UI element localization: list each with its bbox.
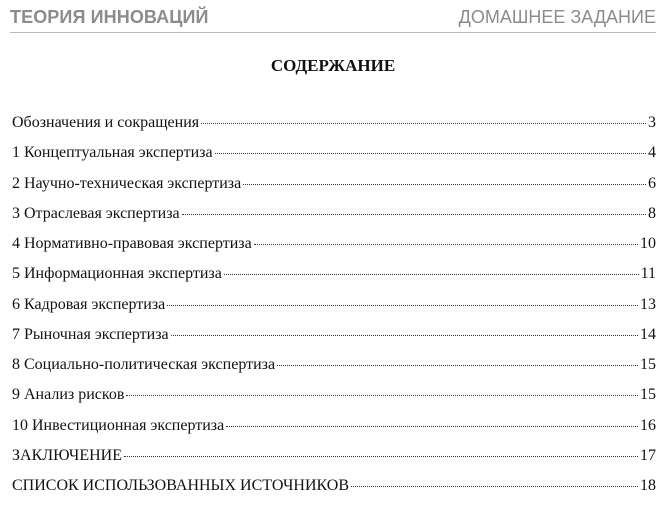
toc-entry[interactable] [12,477,656,507]
toc-entry-label: 2 Научно-техническая экспертиза [12,174,242,192]
dot-leader [171,335,638,336]
toc-entry-label: 6 Кадровая экспертиза [12,295,166,313]
header-course-title: ТЕОРИЯ ИННОВАЦИЙ [10,7,209,27]
toc-entry-label: 4 Нормативно-правовая экспертиза [12,235,252,252]
toc-entry[interactable] [12,296,656,326]
toc-entry-label: 1 Концептуальная экспертиза [12,144,213,162]
toc-entry-label: 10 Инвестиционная экспертиза [12,416,225,434]
toc-entry-page: 17 [640,446,656,464]
dot-leader [243,184,646,185]
toc-entry-page: 16 [640,416,656,434]
header-assignment-label: ДОМАШНЕЕ ЗАДАНИЕ [458,7,656,27]
dot-leader [277,365,638,366]
toc-entry-label: 9 Анализ рисков [12,386,125,404]
toc-entry[interactable] [12,417,656,447]
toc-entry-page: 15 [640,386,656,404]
toc-entry-page: 13 [640,295,656,313]
dot-leader [215,153,646,154]
toc-entry-page: 3 [648,114,656,131]
toc-entry-label: ЗАКЛЮЧЕНИЕ [12,446,122,464]
toc-entry[interactable] [12,386,656,416]
toc-entry-label: 5 Информационная экспертиза [12,265,222,283]
toc-entry-page: 6 [648,174,656,192]
toc-entry-label: 3 Отраслевая экспертиза [12,204,180,222]
toc-entry-page: 8 [648,204,656,222]
running-header [10,4,656,33]
toc-entry-label: 7 Рыночная экспертиза [12,325,169,343]
toc-entry[interactable] [12,114,656,144]
toc-entry[interactable] [12,356,656,386]
toc-entry-page: 10 [640,235,656,252]
toc-entry-page: 18 [640,477,656,494]
table-of-contents [12,114,656,507]
toc-entry-page: 14 [640,325,656,343]
toc-entry[interactable] [12,235,656,265]
dot-leader [254,244,638,245]
toc-entry-page: 4 [648,144,656,162]
dot-leader [226,426,638,427]
dot-leader [167,305,638,306]
toc-entry[interactable] [12,144,656,174]
toc-title: СОДЕРЖАНИЕ [270,56,396,75]
dot-leader [182,214,646,215]
dot-leader [126,395,638,396]
toc-entry[interactable] [12,326,656,356]
dot-leader [351,486,638,487]
toc-entry-page: 15 [640,356,656,373]
toc-entry-label: 8 Социально-политическая экспертиза [12,356,276,373]
toc-entry-label: СПИСОК ИСПОЛЬЗОВАННЫХ ИСТОЧНИКОВ [12,477,350,494]
toc-entry[interactable] [12,265,656,295]
toc-entry[interactable] [12,205,656,235]
toc-entry[interactable] [12,175,656,205]
toc-entry-label: Обозначения и сокращения [12,114,200,131]
dot-leader [201,123,646,124]
toc-entry-page: 11 [640,265,656,283]
dot-leader [124,456,638,457]
toc-entry[interactable] [12,447,656,477]
dot-leader [224,274,639,275]
